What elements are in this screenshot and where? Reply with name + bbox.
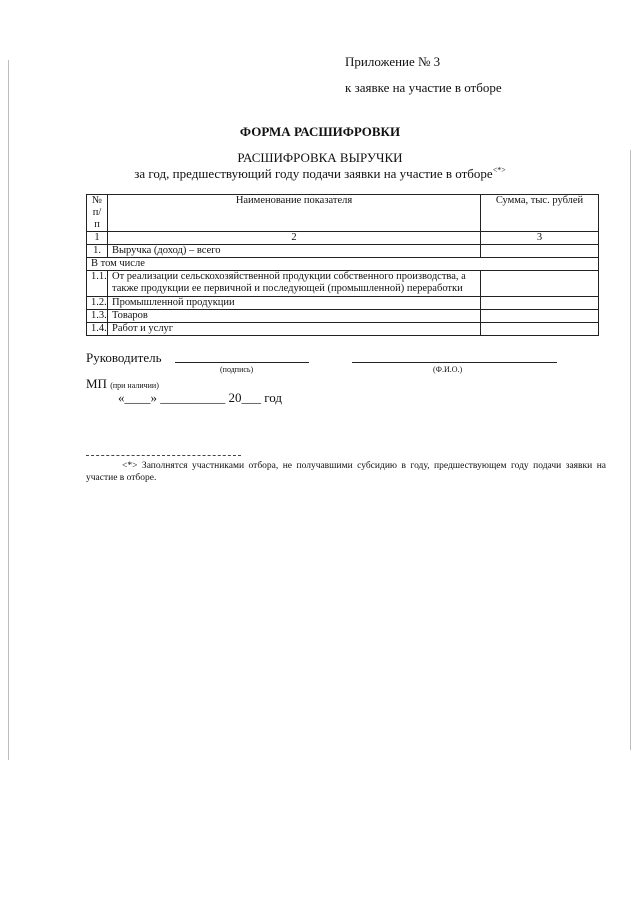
table-row [87, 309, 599, 322]
row-name: Работ и услуг [108, 322, 481, 335]
name-line [352, 362, 557, 363]
row-sum [481, 322, 599, 335]
header-sum: Сумма, тыс. рублей [481, 195, 599, 232]
signature-hint: (подпись) [220, 365, 254, 374]
stamp-label: МП [86, 376, 107, 391]
table-header-row [87, 195, 599, 232]
table-row [87, 296, 599, 309]
row-sum [481, 271, 599, 296]
row-num: 1. [87, 245, 108, 258]
footnote-text: <*> Заполнятся участниками отбора, не получавшими субсидию в году, предшествующем году подачи заявки на участие в отборе. [86, 461, 606, 484]
row-num: 1.2. [87, 296, 108, 309]
header-name: Наименование показателя [108, 195, 481, 232]
appendix-label: Приложение № 3 [345, 54, 441, 69]
doc-subtitle-text: за год, предшествующий году подачи заявки на участие в отборе [134, 166, 493, 181]
stamp-hint: (при наличии) [110, 381, 159, 390]
row-num: 1.4. [87, 322, 108, 335]
section-label: В том числе [87, 258, 599, 271]
head-label: Руководитель [86, 350, 162, 365]
footnote-ref: <*> [492, 165, 506, 175]
revenue-table [86, 194, 599, 336]
form-title: ФОРМА РАСШИФРОВКИ [239, 124, 401, 139]
table-row [87, 245, 599, 258]
row-sum [481, 309, 599, 322]
row-name: Промышленной продукции [108, 296, 481, 309]
column-numbering-row [87, 232, 599, 245]
row-num: 1.3. [87, 309, 108, 322]
column-number: 1 [87, 232, 108, 245]
row-name: Товаров [108, 309, 481, 322]
footnote-divider [86, 455, 241, 456]
row-num: 1.1. [87, 271, 108, 296]
row-name: Выручка (доход) – всего [108, 245, 481, 258]
table-row [87, 271, 599, 296]
row-name: От реализации сельскохозяйственной продукции собственного производства, а также продукции ее первичной и последующей (промышленной) переработки [108, 271, 481, 296]
table-section-row [87, 258, 599, 271]
signature-line [175, 362, 309, 363]
column-number: 2 [108, 232, 481, 245]
scan-edge-mark [630, 150, 631, 750]
row-sum [481, 245, 599, 258]
doc-subtitle [0, 166, 640, 182]
header-num: № п/п [87, 195, 108, 232]
appendix-subtitle: к заявке на участие в отборе [345, 80, 502, 95]
doc-title: РАСШИФРОВКА ВЫРУЧКИ [237, 150, 403, 165]
date-line: «____» __________ 20___ год [118, 390, 282, 405]
column-number: 3 [481, 232, 599, 245]
table-row [87, 322, 599, 335]
name-hint: (Ф.И.О.) [433, 365, 463, 374]
row-sum [481, 296, 599, 309]
